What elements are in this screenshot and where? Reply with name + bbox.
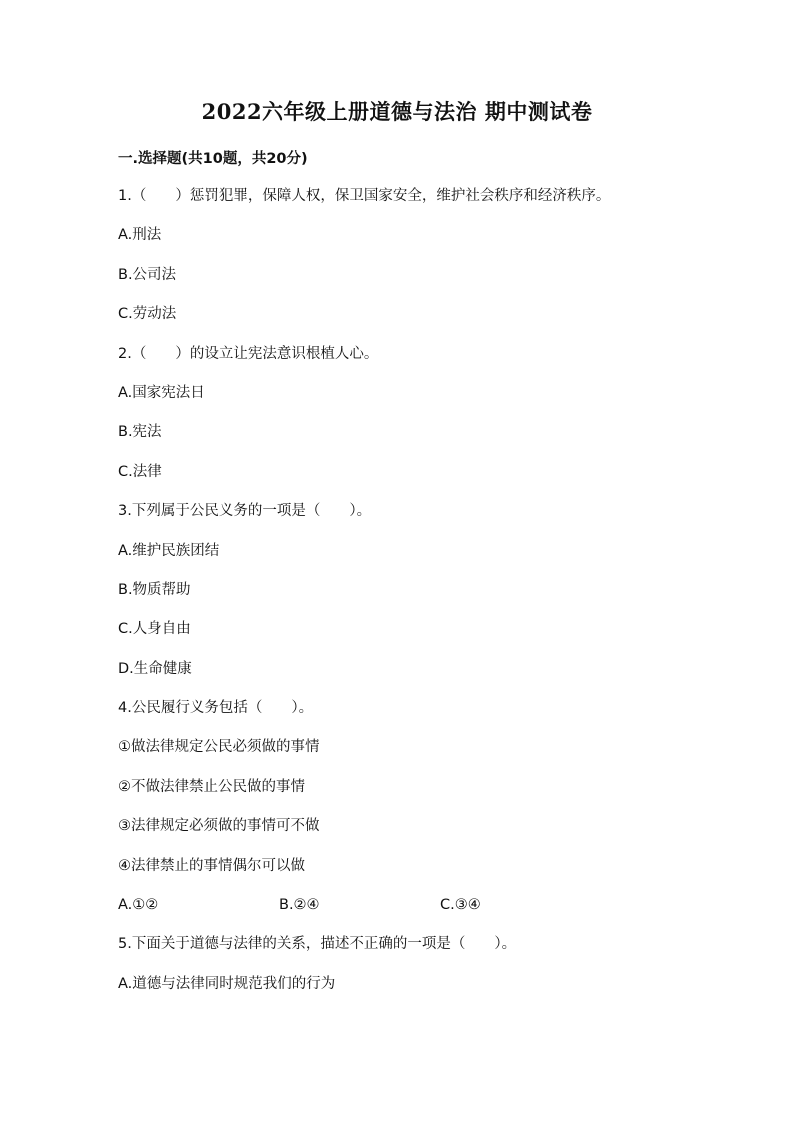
question-4-option-a: A.①② <box>118 897 159 914</box>
question-2-option-c: C.法律 <box>118 463 162 480</box>
question-4-statement-1: ①做法律规定公民必须做的事情 <box>118 739 320 756</box>
question-3-option-b: B.物质帮助 <box>118 581 191 598</box>
question-4-statement-3: ③法律规定必须做的事情可不做 <box>118 818 320 835</box>
question-1-option-c: C.劳动法 <box>118 306 177 323</box>
question-4-statement-4: ④法律禁止的事情偶尔可以做 <box>118 857 305 874</box>
question-4-option-b: B.②④ <box>279 897 320 914</box>
page-title: 2022六年级上册道德与法治 期中测试卷 <box>201 99 593 124</box>
question-4-options-row <box>118 894 718 933</box>
question-2-option-a: A.国家宪法日 <box>118 384 205 401</box>
question-5-stem: 5.下面关于道德与法律的关系，描述不正确的一项是（ ）。 <box>118 936 517 953</box>
question-3-option-c: C.人身自由 <box>118 621 191 638</box>
question-4-statement-2: ②不做法律禁止公民做的事情 <box>118 778 305 795</box>
question-list <box>118 185 718 1012</box>
question-3-option-a: A.维护民族团结 <box>118 542 220 559</box>
question-5-option-a: A.道德与法律同时规范我们的行为 <box>118 975 336 992</box>
question-1-stem: 1.（ ）惩罚犯罪，保障人权，保卫国家安全，维护社会秩序和经济秩序。 <box>118 188 611 204</box>
question-3-stem: 3.下列属于公民义务的一项是（ ）。 <box>118 503 372 520</box>
question-1-option-a: A.刑法 <box>118 227 162 244</box>
question-2-option-b: B.宪法 <box>118 424 162 441</box>
question-3-option-d: D.生命健康 <box>118 660 192 677</box>
question-4-option-c: C.③④ <box>440 897 481 914</box>
section-heading: 一.选择题(共10题，共20分) <box>118 151 308 167</box>
question-1-option-b: B.公司法 <box>118 266 177 283</box>
question-4-stem: 4.公民履行义务包括（ ）。 <box>118 700 314 717</box>
question-2-stem: 2.（ ）的设立让宪法意识根植人心。 <box>118 345 379 362</box>
